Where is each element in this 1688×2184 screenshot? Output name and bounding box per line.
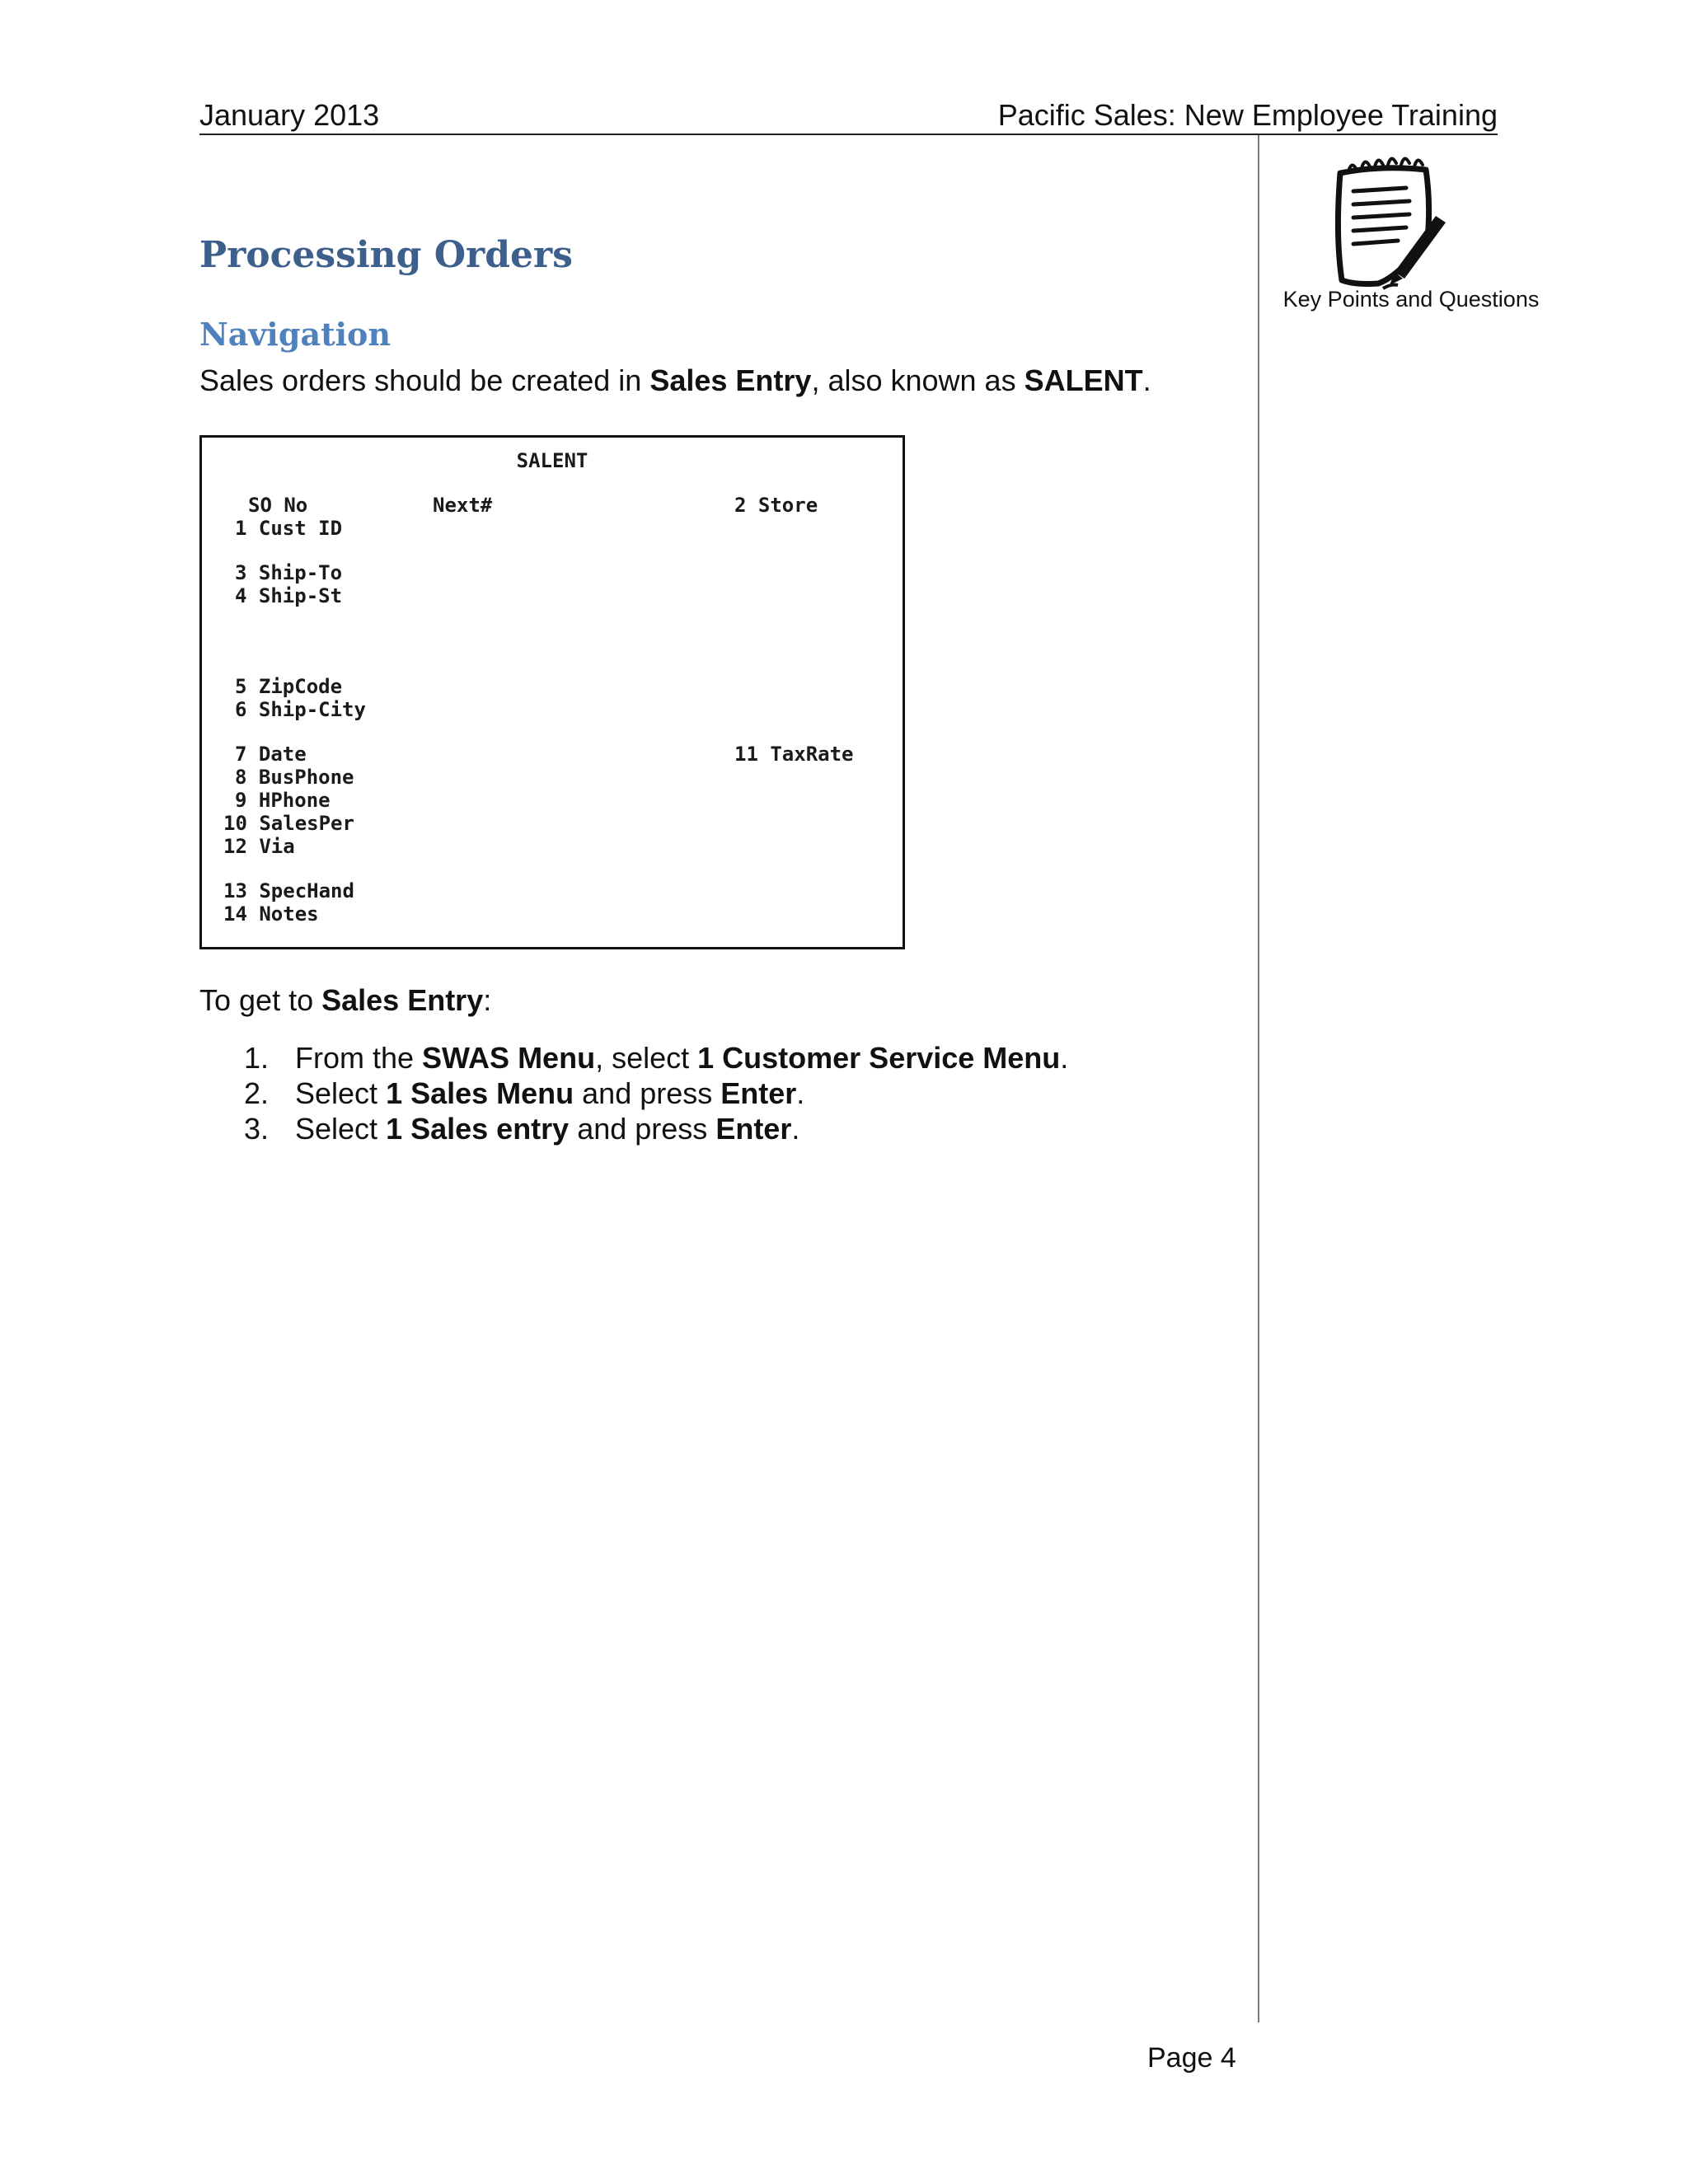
field-salesper: 10 SalesPer	[223, 812, 354, 835]
field-spechand: 13 SpecHand	[223, 879, 354, 902]
step-bold: 1 Sales entry	[386, 1112, 570, 1146]
step-bold: Enter	[720, 1076, 797, 1110]
intro-text: , also known as	[811, 363, 1025, 397]
steps-list	[244, 1040, 1068, 1146]
lead-text: :	[483, 983, 492, 1017]
step-bold: SWAS Menu	[422, 1041, 596, 1075]
lead-text: To get to	[199, 983, 322, 1017]
step-number: 2.	[244, 1076, 270, 1110]
step-text: Select	[295, 1112, 387, 1146]
section-title: Processing Orders	[199, 234, 573, 276]
field-cust-id: 1 Cust ID	[235, 517, 343, 540]
notepad-icon	[1324, 153, 1456, 293]
terminal-title: SALENT	[516, 449, 588, 472]
margin-divider	[1258, 135, 1259, 2022]
step-bold: 1 Customer Service Menu	[697, 1041, 1061, 1075]
section-subtitle: Navigation	[199, 316, 392, 353]
step-text: Select	[295, 1076, 387, 1110]
step-number: 3.	[244, 1112, 270, 1146]
intro-text: Sales orders should be created in	[199, 363, 650, 397]
field-taxrate: 11 TaxRate	[734, 743, 854, 766]
step-bold: Enter	[715, 1112, 792, 1146]
field-notes: 14 Notes	[223, 902, 319, 926]
lead-bold-sales-entry: Sales Entry	[321, 983, 484, 1017]
page-number: Page 4	[1147, 2042, 1236, 2074]
step-text: and press	[569, 1112, 716, 1146]
field-date: 7 Date	[235, 743, 307, 766]
field-ship-city: 6 Ship-City	[235, 698, 366, 721]
step-text: , select	[595, 1041, 698, 1075]
field-busphone: 8 BusPhone	[235, 766, 354, 789]
field-via: 12 Via	[223, 835, 295, 858]
list-item	[244, 1111, 1068, 1146]
step-text: .	[796, 1076, 805, 1110]
header-title: Pacific Sales: New Employee Training	[997, 98, 1498, 132]
intro-bold-sales-entry: Sales Entry	[649, 363, 812, 397]
field-store: 2 Store	[734, 494, 818, 517]
step-text: and press	[574, 1076, 721, 1110]
step-text: .	[1060, 1041, 1069, 1075]
field-next: Next#	[433, 494, 493, 517]
intro-text: .	[1142, 363, 1151, 397]
field-ship-st: 4 Ship-St	[235, 584, 343, 607]
list-item	[244, 1076, 1068, 1111]
step-text: .	[791, 1112, 800, 1146]
field-hphone: 9 HPhone	[235, 789, 331, 812]
step-text: From the	[295, 1041, 423, 1075]
step-number: 1.	[244, 1041, 270, 1075]
salent-terminal-screenshot	[199, 435, 905, 949]
field-ship-to: 3 Ship-To	[235, 561, 343, 584]
field-zipcode: 5 ZipCode	[235, 675, 343, 698]
steps-lead-paragraph	[199, 982, 491, 1019]
key-points-caption: Key Points and Questions	[1282, 287, 1540, 312]
step-bold: 1 Sales Menu	[386, 1076, 574, 1110]
field-so-no: SO No	[248, 494, 308, 517]
intro-paragraph	[199, 363, 1151, 399]
page-header	[199, 97, 1498, 135]
list-item	[244, 1040, 1068, 1076]
intro-bold-salent: SALENT	[1024, 363, 1143, 397]
header-date: January 2013	[199, 98, 380, 132]
